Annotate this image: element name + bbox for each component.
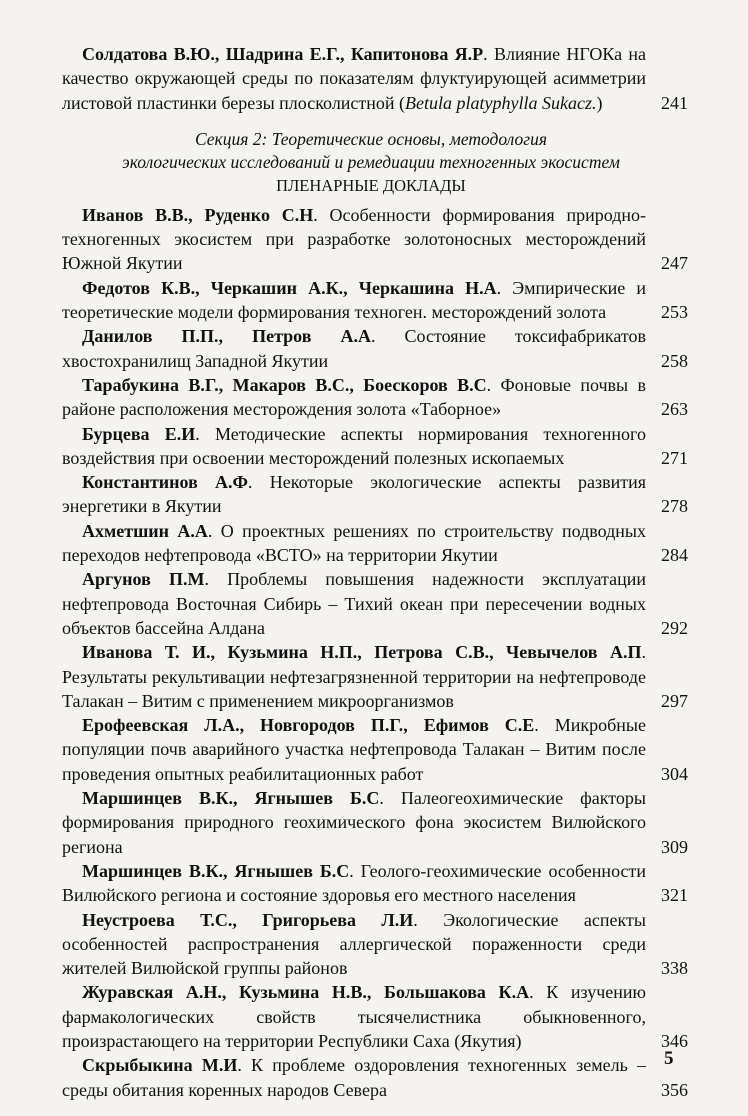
toc-entry [62,713,688,786]
entry-title: . Эмпирические и теоретические модели формирования техноген. месторождений золота [62,277,646,323]
entry-page-number: 253 [661,302,688,323]
page-folio: 5 [664,1048,674,1069]
entry-authors: Солдатова В.Ю., Шадрина Е.Г., Капитонова Я.Р [82,44,484,64]
entry-page-number: 338 [661,958,688,979]
entry-list [62,203,688,1102]
toc-entry [62,519,688,568]
entry-title: . Геолого-геохимические особенности Вилюйского региона и состояние здоровья его местного населения [62,860,647,906]
entry-title: . Палеогеохимические факторы формирования природного геохимического фона экосистем Вилюйского региона [62,788,646,857]
entry-title: . Состояние токсифабрикатов хвостохранилищ Западной Якутии [62,326,646,371]
entry-page-number: 297 [661,690,688,711]
entry-page-number: 258 [661,350,688,371]
toc-entry [62,373,688,422]
entry-title: . Методические аспекты нормирования техногенного воздействия при освоении месторождений полезных ископаемых [62,423,646,468]
entry-page-number: 292 [661,617,688,638]
entry-page-number: 309 [661,836,688,857]
entry-title: . Проблемы повышения надежности эксплуатации нефтепровода Восточная Сибирь – Тихий океан при пересечении водных объектов бассейна Алдана [62,569,646,638]
entry-title: . О проектных решениях по строительству подводных переходов нефтепровода «ВСТО» на территории Якутии [62,520,647,566]
entry-page-number: 278 [661,496,688,517]
toc-entry [62,567,688,640]
entry-authors: Федотов К.В., Черкашин А.К., Черкашина Н.А [82,277,497,298]
entry-page-number: 247 [661,253,688,274]
entry-page-number: 346 [661,1030,688,1051]
section-title-line-2: экологических исследований и ремедиации техногенных экосистем [122,151,620,172]
entry-title: . Некоторые экологические аспекты развития энергетики в Якутии [62,472,647,517]
toc-entry [62,422,688,471]
entry-authors: Маршинцев В.К., Ягнышев Б.С [82,788,380,809]
entry-page-number: 241 [661,92,688,113]
entry-authors: Бурцева Е.И [82,423,196,444]
entry-authors: Маршинцев В.К., Ягнышев Б.С [82,860,350,881]
toc-entry [62,276,688,325]
entry-authors: Иванов В.В., Руденко С.Н [82,204,314,225]
toc-entry [62,859,688,908]
entry-title: . Влияние НГОКа на качество окружающей среды по показателям флуктуирующей асимметрии листовой пластинки березы плосколистной ( [62,44,647,113]
section-subheading: ПЛЕНАРНЫЕ ДОКЛАДЫ [276,175,466,195]
entry-page-number: 304 [661,763,688,784]
entry-authors: Константинов А.Ф [82,472,249,493]
table-of-contents [62,42,688,1102]
entry-title: . Фоновые почвы в районе расположения месторождения золота «Таборное» [62,374,646,420]
toc-entry [62,203,688,276]
entry-title: . Микробные популяции почв аварийного участка нефтепровода Талакан – Витим после проведения опытных реабилитационных работ [62,715,646,784]
entry-authors: Аргунов П.М [82,569,205,590]
entry-page-number: 263 [661,399,688,420]
entry-authors: Иванова Т. И., Кузьмина Н.П., Петрова С.В., Чевычелов А.П [82,642,642,663]
toc-entry [62,42,688,115]
entry-page-number: 284 [661,545,688,566]
entry-authors: Данилов П.П., Петров А.А [82,326,371,347]
section-title-line-1: Секция 2: Теоретические основы, методология [195,128,547,149]
toc-entry [62,324,688,373]
entry-authors: Ахметшин А.А [82,520,208,541]
toc-entry [62,1053,688,1102]
entry-page-number: 321 [661,885,688,906]
entry-title: . К проблеме оздоровления техногенных земель – среды обитания коренных народов Севера [62,1055,647,1100]
entry-authors: Ерофеевская Л.А., Новгородов П.Г., Ефимов С.Е [82,715,535,736]
entry-authors: Тарабукина В.Г., Макаров В.С., Боескоров В.С [82,374,487,395]
entry-title: . Экологические аспекты особенностей распространения аллергической пораженности среди жителей Вилюйской группы районов [62,909,646,979]
entry-authors: Скрыбыкина М.И [82,1055,238,1076]
species-name: Betula platyphylla Sukacz. [405,92,597,113]
entry-title: . Результаты рекультивации нефтезагрязненной территории на нефтепроводе Талакан – Витим с применением микроорганизмов [62,642,646,711]
toc-entry [62,470,688,519]
toc-entry [62,908,688,981]
toc-entry [62,640,688,713]
entry-authors: Журавская А.Н., Кузьмина Н.В., Большакова К.А [82,982,530,1003]
entry-title: . Особенности формирования природно-техногенных экосистем при разработке золотоносных месторождений Южной Якутии [62,204,646,274]
entry-title-end: ) [596,92,603,113]
toc-entry [62,786,688,859]
entry-page-number: 356 [661,1079,688,1100]
entry-title: . К изучению фармакологических свойств тысячелистника обыкновенного, произрастающего на территории Республики Саха (Якутия) [62,982,646,1051]
entry-page-number: 271 [661,447,688,468]
entry-authors: Неустроева Т.С., Григорьева Л.И [82,909,414,930]
toc-entry [62,980,688,1053]
